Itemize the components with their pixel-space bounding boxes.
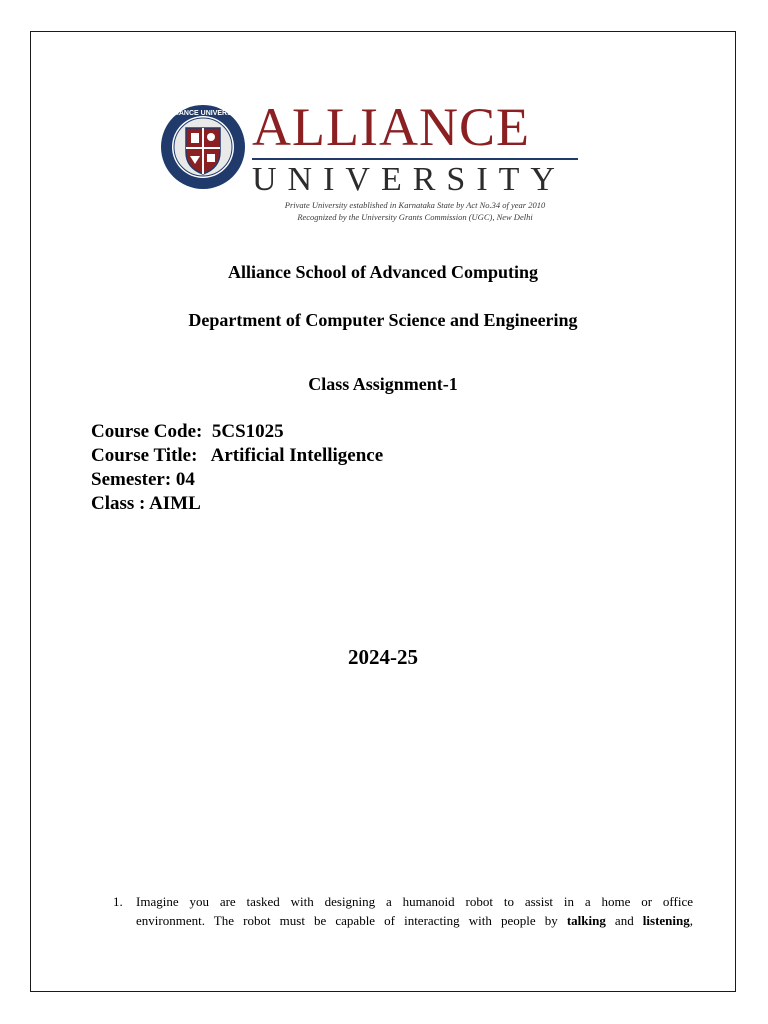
question-number: 1.: [113, 894, 123, 909]
course-details: [91, 420, 383, 516]
question-item: [113, 892, 693, 930]
academic-year: 2024-25: [348, 645, 418, 669]
course-title-label: Course Title:: [91, 445, 198, 466]
department-name: Department of Computer Science and Engineering: [188, 310, 578, 330]
logo-divider: [252, 158, 578, 160]
question-line-2-text: environment. The robot must be capable of interacting with people by: [136, 913, 567, 928]
logo-tagline-line1: Private University established in Karnataka State by Act No.34 of year 2010: [284, 200, 546, 210]
question-line-1: Imagine you are tasked with designing a humanoid robot to assist in a home or office: [136, 894, 693, 909]
assignment-title: Class Assignment-1: [308, 374, 458, 394]
question-line-2-mid: and: [605, 913, 643, 928]
course-code-label: Course Code:: [91, 421, 203, 442]
question-line-2-suffix: ,: [689, 913, 693, 928]
logo-tagline-line2: Recognized by the University Grants Commission (UGC), New Delhi: [297, 212, 533, 222]
semester-row: Semester: 04: [91, 469, 195, 490]
university-seal-icon: [160, 104, 246, 190]
course-title-row: [91, 444, 383, 468]
bold-talking: talking: [566, 913, 606, 928]
logo-wordmark-alliance: ALLIANCE: [252, 97, 530, 157]
seal-text: ALLIANCE UNIVERSITY: [163, 110, 243, 117]
logo-wordmark-university: UNIVERSITY: [252, 161, 566, 198]
course-code-row: [91, 420, 383, 444]
question-line-2: [136, 911, 693, 930]
class-row: Class : AIML: [91, 493, 201, 514]
course-title-value: Artificial Intelligence: [210, 445, 384, 466]
course-code-value: 5CS1025: [211, 421, 284, 442]
university-logo: [160, 97, 580, 230]
bold-listening: listening: [642, 913, 690, 928]
school-name: Alliance School of Advanced Computing: [227, 262, 539, 282]
